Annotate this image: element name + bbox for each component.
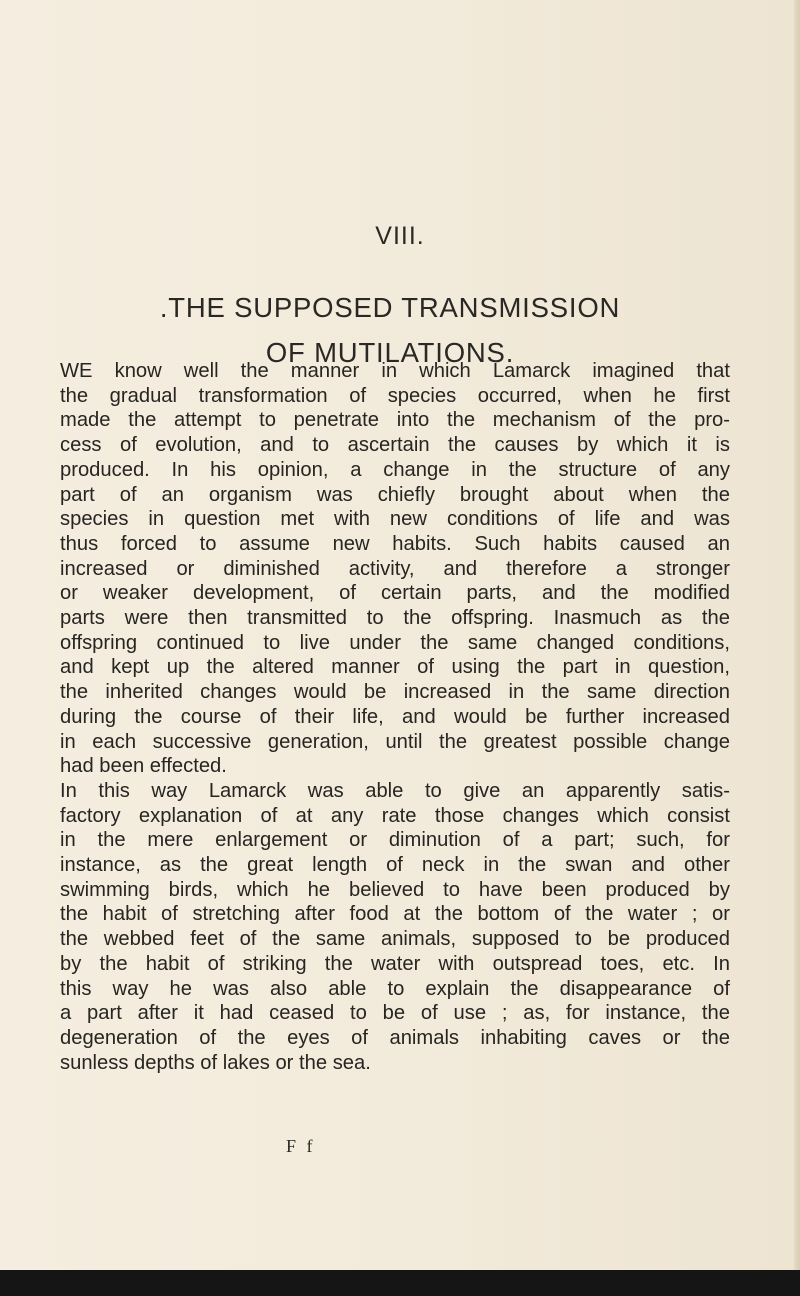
text-line: WE know well the manner in which Lamarck imagined that xyxy=(60,360,730,382)
page-bottom-edge xyxy=(0,1270,800,1296)
text-line: the webbed feet of the same animals, supposed to be produced xyxy=(60,928,730,951)
text-line: swimming birds, which he believed to have been produced by xyxy=(60,878,730,901)
text-line: in the mere enlargement or diminution of a part; such, for xyxy=(60,829,730,852)
paragraph-1 xyxy=(60,359,730,779)
chapter-number: VIII. xyxy=(375,222,425,250)
text-line: parts were then transmitted to the offspring. Inasmuch as the xyxy=(60,607,730,630)
signature-mark: F f xyxy=(286,1136,316,1156)
chapter-title-line: .THE SUPPOSED TRANSMISSION xyxy=(159,292,621,323)
text-line: during the course of their life, and would be further increased xyxy=(60,705,730,728)
text-line: species in question met with new conditions of life and was xyxy=(60,508,730,531)
text-line: made the attempt to penetrate into the mechanism of the pro- xyxy=(60,409,730,432)
text-line: the inherited changes would be increased in the same direction xyxy=(60,681,730,704)
text-line: this way he was also able to explain the disappearance of xyxy=(60,977,730,1000)
chapter-title-line: OF MUTILATIONS. xyxy=(265,337,515,368)
text-line: offspring continued to live under the same changed conditions, xyxy=(60,631,730,654)
text-line: cess of evolution, and to ascertain the causes by which it is xyxy=(60,434,730,457)
text-line: degeneration of the eyes of animals inhabiting caves or the xyxy=(60,1026,730,1049)
text-line: had been effected. xyxy=(60,755,227,778)
text-line: thus forced to assume new habits. Such habits caused an xyxy=(60,532,730,555)
text-line: sunless depths of lakes or the sea. xyxy=(60,1051,371,1074)
text-line: and kept up the altered manner of using the part in question, xyxy=(60,656,730,679)
page-edge xyxy=(794,0,800,1270)
text-line: in each successive generation, until the greatest possible change xyxy=(60,730,730,753)
paragraph-2 xyxy=(60,779,730,1075)
text-line: part of an organism was chiefly brought about when the xyxy=(60,483,730,506)
text-line: the gradual transformation of species occurred, when he first xyxy=(60,384,730,407)
text-line: a part after it had ceased to be of use ; as, for instance, the xyxy=(60,1002,730,1025)
text-line: produced. In his opinion, a change in the structure of any xyxy=(60,458,730,481)
text-line: or weaker development, of certain parts, and the modified xyxy=(60,582,730,605)
text-line: increased or diminished activity, and therefore a stronger xyxy=(60,557,730,580)
text-line: factory explanation of at any rate those changes which consist xyxy=(60,804,730,827)
text-line: the habit of stretching after food at the bottom of the water ; or xyxy=(60,903,730,926)
text-line: by the habit of striking the water with outspread toes, etc. In xyxy=(60,952,730,975)
text-line: instance, as the great length of neck in the swan and other xyxy=(60,854,730,877)
body-text xyxy=(60,359,730,1075)
text-line: In this way Lamarck was able to give an apparently satis- xyxy=(60,779,730,802)
